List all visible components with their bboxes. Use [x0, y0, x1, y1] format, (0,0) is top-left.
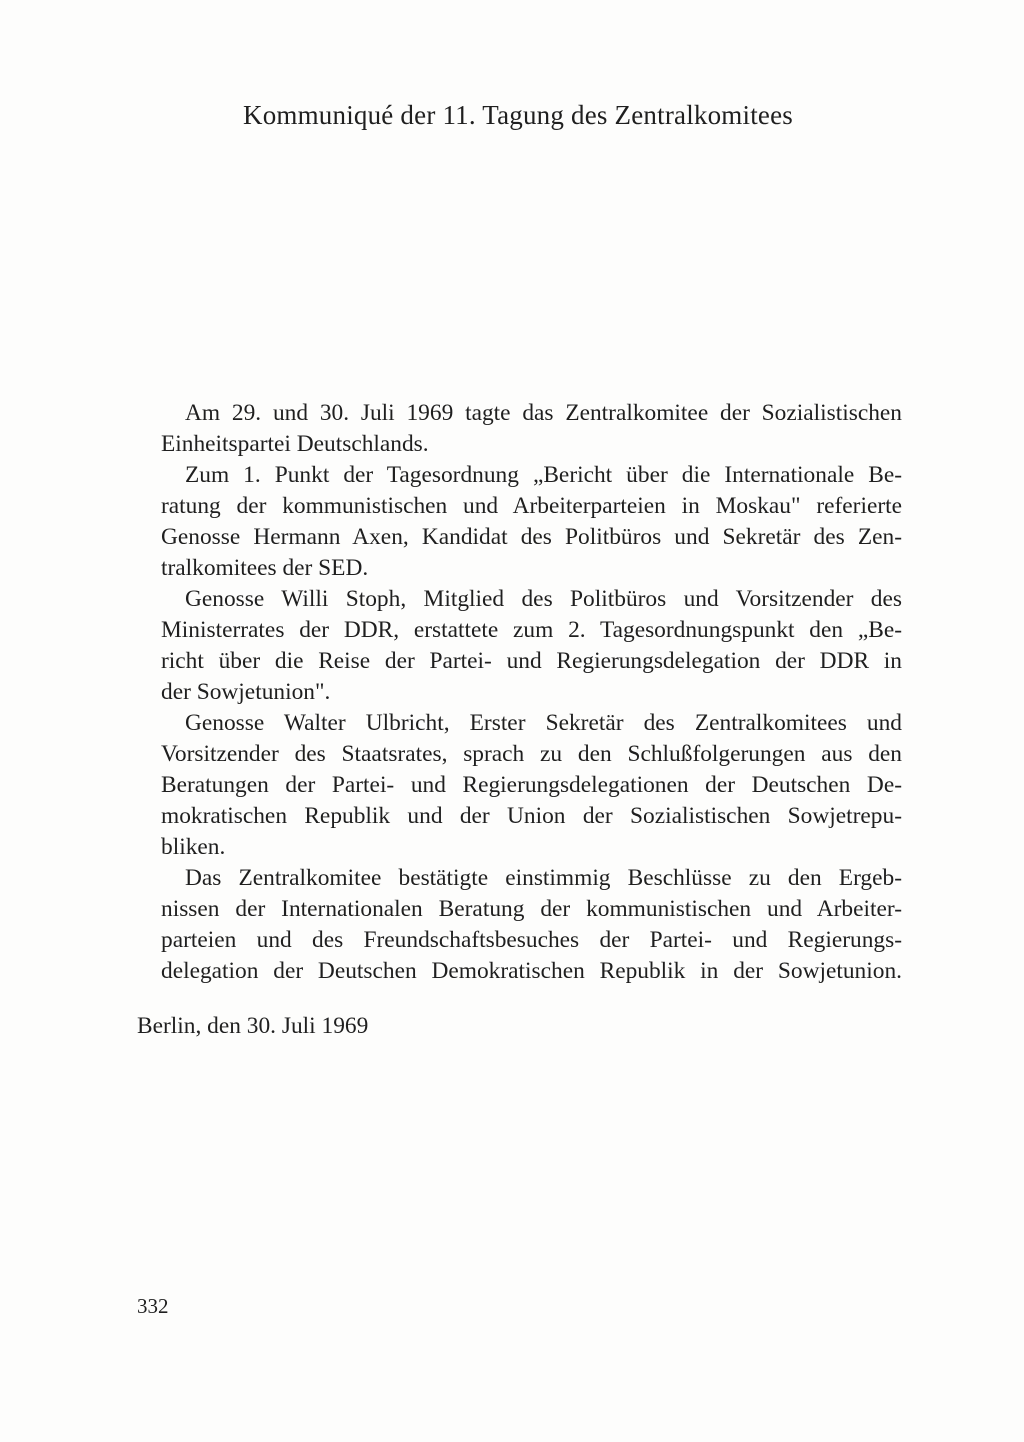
- communique-body: [137, 398, 902, 987]
- text-line: nissen der Internationalen Beratung der kommunistischen und Arbeiter-: [161, 896, 902, 922]
- text-line: Zum 1. Punkt der Tagesordnung „Bericht über die Internationale Be-: [185, 462, 902, 488]
- text-line: der Sowjetunion".: [161, 679, 331, 705]
- page-number: 332: [137, 1294, 169, 1318]
- text-line: Einheitspartei Deutschlands.: [161, 431, 429, 457]
- text-line: Genosse Walter Ulbricht, Erster Sekretär des Zentralkomitees und: [185, 710, 902, 736]
- text-line: mokratischen Republik und der Union der Sozialistischen Sowjetrepu-: [161, 803, 902, 829]
- text-line: Das Zentralkomitee bestätigte einstimmig Beschlüsse zu den Ergeb-: [185, 865, 902, 891]
- text-line: ratung der kommunistischen und Arbeiterparteien in Moskau" referierte: [161, 493, 902, 519]
- text-line: tralkomitees der SED.: [161, 555, 369, 581]
- text-line: Am 29. und 30. Juli 1969 tagte das Zentralkomitee der Sozialistischen: [185, 400, 902, 426]
- text-line: bliken.: [161, 834, 226, 860]
- text-line: Genosse Willi Stoph, Mitglied des Politbüros und Vorsitzender des: [185, 586, 902, 612]
- text-line: Vorsitzender des Staatsrates, sprach zu den Schlußfolgerungen aus den: [161, 741, 902, 767]
- paragraph-3: [137, 584, 902, 708]
- page-title: Kommuniqué der 11. Tagung des Zentralkomitees: [243, 100, 793, 130]
- paragraph-1: [137, 398, 902, 460]
- paragraph-4: [137, 708, 902, 863]
- text-line: Genosse Hermann Axen, Kandidat des Politbüros und Sekretär des Zen-: [161, 524, 902, 550]
- text-line: Beratungen der Partei- und Regierungsdelegationen der Deutschen De-: [161, 772, 902, 798]
- dateline: Berlin, den 30. Juli 1969: [137, 1013, 369, 1039]
- text-line: parteien und des Freundschaftsbesuches der Partei- und Regierungs-: [161, 927, 902, 953]
- text-line: delegation der Deutschen Demokratischen Republik in der Sowjetunion.: [161, 958, 902, 984]
- text-line: richt über die Reise der Partei- und Regierungsdelegation der DDR in: [161, 648, 902, 674]
- paragraph-2: [137, 460, 902, 584]
- text-line: Ministerrates der DDR, erstattete zum 2. Tagesordnungspunkt den „Be-: [161, 617, 902, 643]
- paragraph-5: [137, 863, 902, 987]
